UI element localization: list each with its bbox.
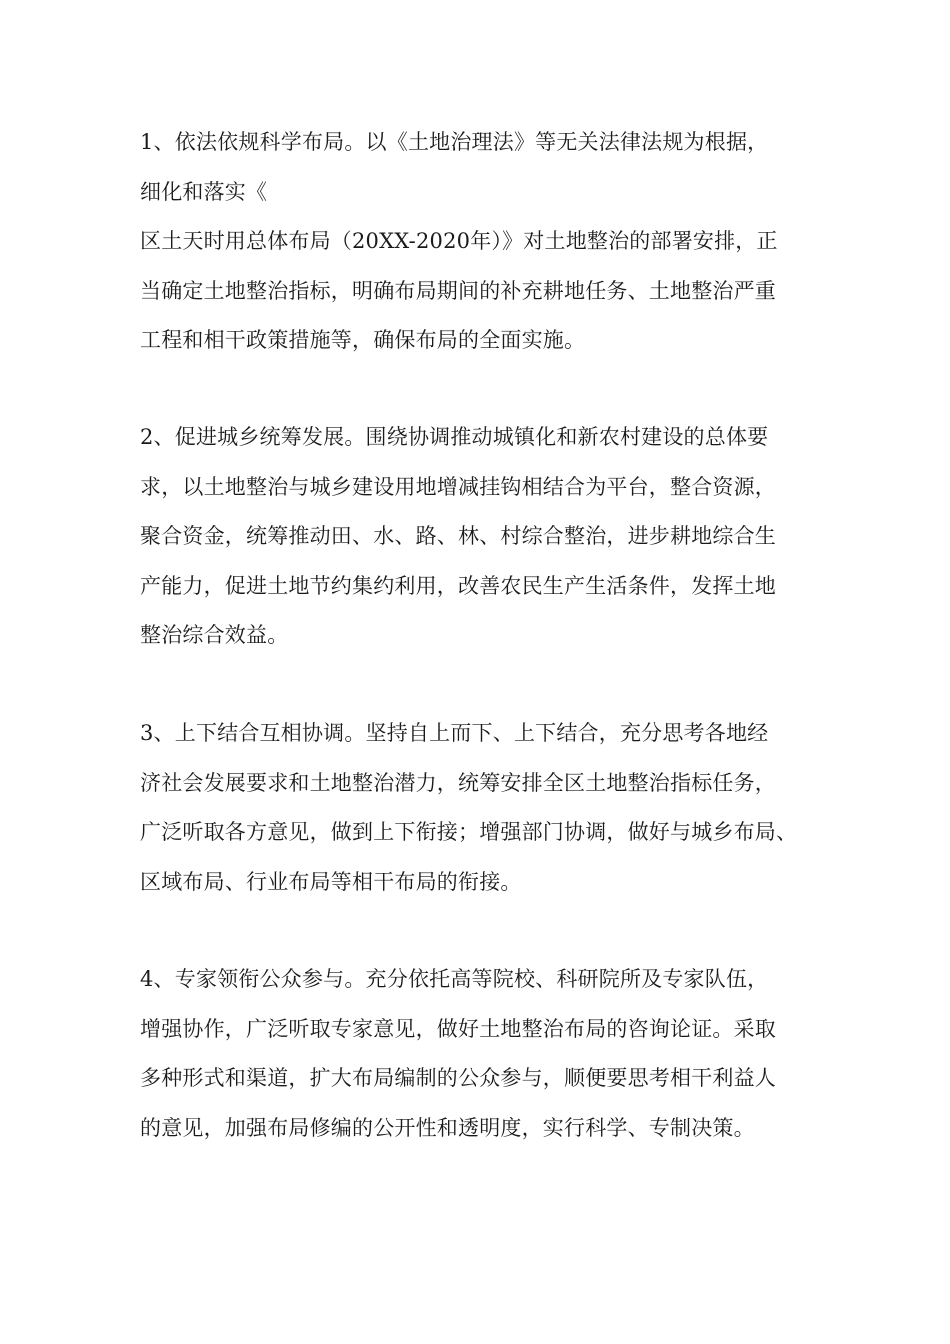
text-line: 济社会发展要求和土地整治潜力，统筹安排全区土地整治指标任务，	[140, 770, 776, 795]
text-line: 求，以土地整治与城乡建设用地增减挂钩相结合为平台，整合资源，	[140, 474, 776, 499]
text-line: 细化和落实《	[140, 179, 268, 204]
text-line: 区土天时用总体布局（20XX-2020年）》对土地整治的部署安排，正	[140, 229, 778, 253]
paragraph-2	[140, 413, 840, 661]
text-line: 多种形式和渠道，扩大布局编制的公众参与，顺便要思考相干利益人	[140, 1066, 776, 1090]
text-line: 增强协作，广泛听取专家意见，做好土地整治布局的咨询论证。采取	[140, 1016, 776, 1041]
paragraph-3	[140, 709, 840, 907]
text-line: 整治综合效益。	[140, 623, 289, 647]
text-line: 当确定土地整治指标，明确布局期间的补充耕地任务、土地整治严重	[140, 278, 776, 303]
text-line: 3、上下结合互相协调。坚持自上而下、上下结合，充分思考各地经	[140, 721, 769, 745]
text-line: 4、专家领衔公众参与。充分依托高等院校、科研院所及专家队伍，	[140, 967, 769, 991]
text-line: 广泛听取各方意见，做到上下衔接；增强部门协调，做好与城乡布局、	[140, 820, 798, 844]
text-line: 产能力，促进土地节约集约利用，改善农民生产生活条件，发挥土地	[140, 573, 776, 598]
paragraph-4	[140, 955, 840, 1153]
paragraph-1	[140, 118, 840, 366]
text-line: 工程和相干政策措施等，确保布局的全面实施。	[140, 328, 586, 352]
text-line: 1、依法依规科学布局。以《土地治理法》等无关法律法规为根据，	[140, 130, 769, 154]
text-line: 区域布局、行业布局等相干布局的衔接。	[140, 869, 522, 894]
text-line: 聚合资金，统筹推动田、水、路、林、村综合整治，进步耕地综合生	[140, 524, 776, 548]
text-line: 2、促进城乡统筹发展。围绕协调推动城镇化和新农村建设的总体要	[140, 425, 769, 449]
text-line: 的意见，加强布局修编的公开性和透明度，实行科学、专制决策。	[140, 1115, 755, 1140]
